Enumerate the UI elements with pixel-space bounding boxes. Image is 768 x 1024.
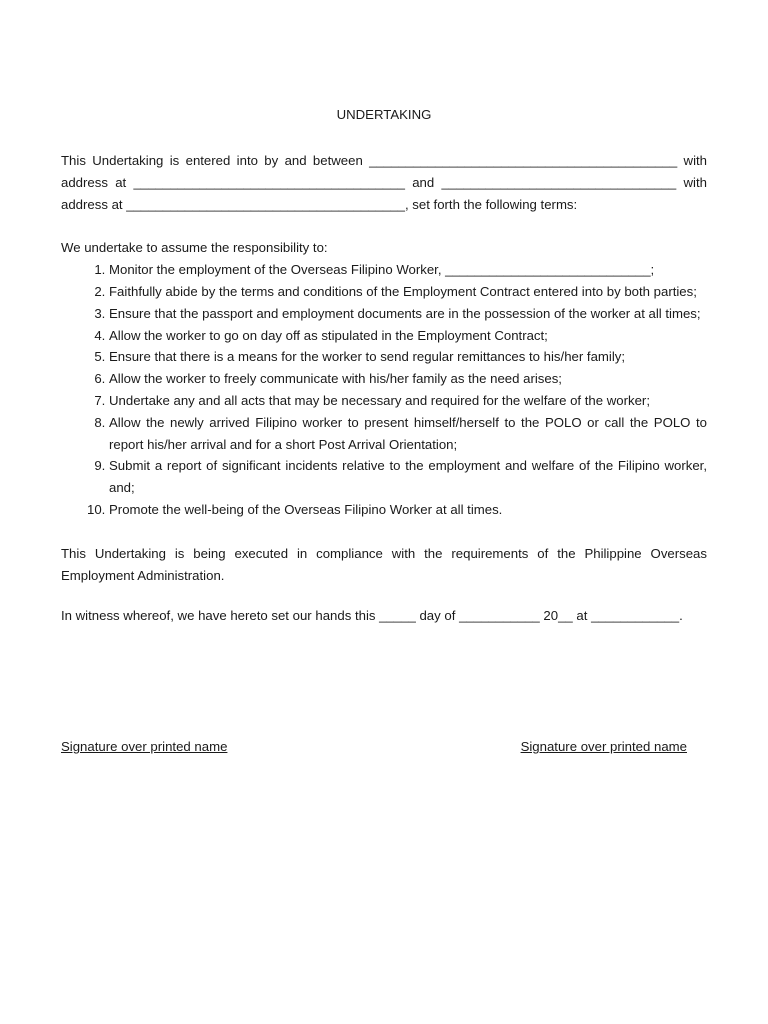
signature-left: Signature over printed name (61, 739, 228, 754)
term-item: 9. Submit a report of significant incidents relative to the employment and welfare of the Filipino worker, and; (109, 455, 707, 499)
terms-intro: We undertake to assume the responsibility to: (61, 240, 328, 256)
compliance-paragraph: This Undertaking is being executed in compliance with the requirements of the Philippine Overseas Employment Administration. (61, 545, 707, 583)
term-item: 10. Promote the well-being of the Overseas Filipino Worker at all times. (109, 499, 707, 521)
opening-paragraph: This Undertaking is entered into by and between __________________________________________ with address at _____________________________________ and ________________________________ with address at ______________________________________, set forth the following terms: (61, 153, 707, 212)
term-item: 4. Allow the worker to go on day off as stipulated in the Employment Contract; (109, 325, 707, 347)
term-item: 8. Allow the newly arrived Filipino worker to present himself/herself to the POLO or call the POLO to report his/her arrival and for a short Post Arrival Orientation; (109, 412, 707, 456)
term-item: 1. Monitor the employment of the Overseas Filipino Worker, ____________________________; (109, 259, 707, 281)
document-title: UNDERTAKING (336, 107, 432, 122)
term-item: 3. Ensure that the passport and employment documents are in the possession of the worker at all times; (109, 303, 707, 325)
term-item: 2. Faithfully abide by the terms and conditions of the Employment Contract entered into by both parties; (109, 281, 707, 303)
witness-line: In witness whereof, we have hereto set our hands this _____ day of ___________ 20__ at ____________. (61, 608, 683, 624)
signature-right: Signature over printed name (520, 739, 687, 754)
term-item: 7. Undertake any and all acts that may be necessary and required for the welfare of the worker; (109, 390, 707, 412)
term-item: 5. Ensure that there is a means for the worker to send regular remittances to his/her family; (109, 346, 707, 368)
signature-block (61, 738, 687, 756)
terms-list (61, 259, 707, 521)
term-item: 6. Allow the worker to freely communicate with his/her family as the need arises; (109, 368, 707, 390)
